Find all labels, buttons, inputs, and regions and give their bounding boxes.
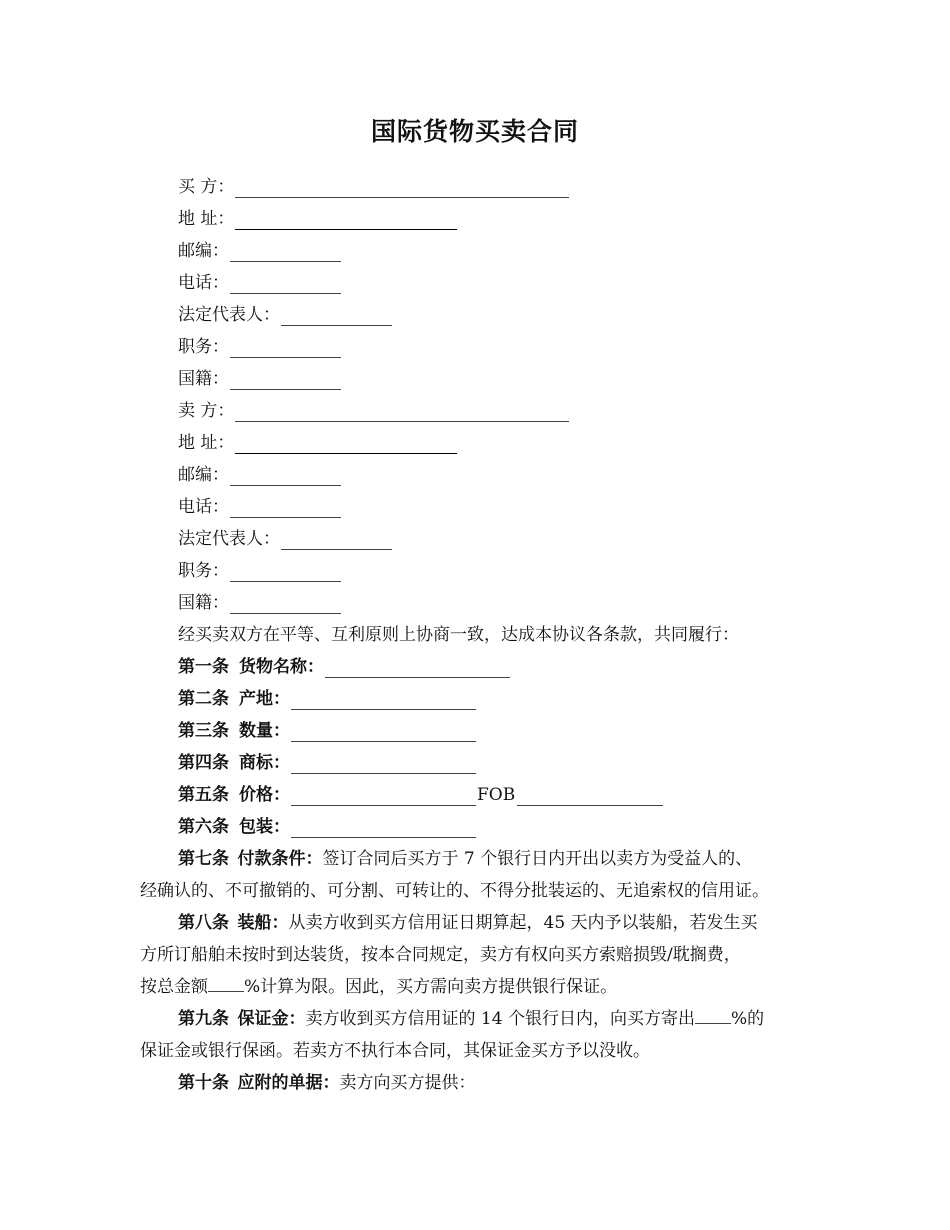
- buyer-phone-blank[interactable]: [230, 276, 341, 294]
- seller-postcode-blank[interactable]: [230, 468, 341, 486]
- buyer-phone-label: 电话：: [178, 273, 229, 293]
- seller-address-field: [178, 432, 457, 454]
- buyer-party-label: 买 方：: [178, 177, 235, 197]
- article-7-line-1: [140, 843, 820, 875]
- seller-nationality-field: [178, 592, 341, 614]
- seller-legal-rep-label: 法定代表人：: [178, 529, 280, 549]
- article-1-label: 货物名称：: [239, 657, 324, 677]
- article-9-label: 保证金：: [237, 1009, 306, 1029]
- article-5: [178, 784, 663, 806]
- article-8-text-3b: %计算为限。因此，买方需向卖方提供银行保证。: [244, 977, 618, 997]
- article-7-number: 第七条: [178, 849, 229, 869]
- seller-address-label: 地 址：: [178, 433, 235, 453]
- quantity-blank[interactable]: [291, 724, 476, 742]
- article-8: [140, 907, 820, 1003]
- buyer-address-label: 地 址：: [178, 209, 235, 229]
- buyer-phone-field: [178, 272, 341, 294]
- article-7-text-1: 签订合同后买方于 7 个银行日内开出以卖方为受益人的、: [322, 849, 753, 869]
- article-7-text-2: 经确认的、不可撤销的、可分割、可转让的、不得分批装运的、无追索权的信用证。: [140, 881, 769, 901]
- article-5-number: 第五条: [178, 785, 229, 805]
- article-9-text-1b: %的: [730, 1009, 765, 1029]
- article-8-text-3a: 按总金额: [140, 977, 208, 997]
- seller-legal-rep-blank[interactable]: [281, 532, 392, 550]
- article-9-text-1a: 卖方收到买方信用证的 14 个银行日内，向买方寄出: [305, 1009, 695, 1029]
- article-4: [178, 752, 476, 774]
- seller-address-blank[interactable]: [235, 436, 457, 454]
- buyer-postcode-blank[interactable]: [230, 244, 341, 262]
- packing-blank[interactable]: [291, 820, 476, 838]
- article-10: [140, 1067, 820, 1099]
- deposit-percent-blank[interactable]: [695, 1008, 731, 1024]
- buyer-nationality-label: 国籍：: [178, 369, 229, 389]
- article-8-text-1: 从卖方收到买方信用证日期算起，45 天内予以装船，若发生买: [288, 913, 758, 933]
- trademark-blank[interactable]: [291, 756, 476, 774]
- price-port-blank[interactable]: [517, 788, 663, 806]
- buyer-legal-rep-label: 法定代表人：: [178, 305, 280, 325]
- article-8-number: 第八条: [178, 913, 229, 933]
- article-8-line-1: [140, 907, 820, 939]
- article-9: [140, 1003, 820, 1067]
- article-10-label: 应附的单据：: [237, 1073, 340, 1093]
- intro-text: 经买卖双方在平等、互利原则上协商一致，达成本协议各条款，共同履行：: [178, 625, 739, 645]
- article-9-line-1: [140, 1003, 820, 1035]
- buyer-party-blank[interactable]: [235, 180, 569, 198]
- seller-phone-field: [178, 496, 341, 518]
- goods-name-blank[interactable]: [325, 660, 510, 678]
- buyer-legal-rep-field: [178, 304, 392, 326]
- buyer-postcode-field: [178, 240, 341, 262]
- article-1: [178, 656, 510, 678]
- buyer-postcode-label: 邮编：: [178, 241, 229, 261]
- article-5-label: 价格：: [239, 785, 290, 805]
- article-6-label: 包装：: [239, 817, 290, 837]
- article-8-label: 装船：: [237, 913, 289, 933]
- buyer-address-field: [178, 208, 457, 230]
- article-2: [178, 688, 476, 710]
- seller-position-blank[interactable]: [230, 564, 341, 582]
- article-8-text-2: 方所订船舶未按时到达装货，按本合同规定，卖方有权向买方索赔损毁/耽搁费，: [140, 945, 741, 965]
- article-7: [140, 843, 820, 907]
- article-7-label: 付款条件：: [237, 849, 323, 869]
- buyer-position-label: 职务：: [178, 337, 229, 357]
- seller-postcode-label: 邮编：: [178, 465, 229, 485]
- seller-position-field: [178, 560, 341, 582]
- buyer-position-blank[interactable]: [230, 340, 341, 358]
- article-8-line-3: [140, 971, 820, 1003]
- buyer-legal-rep-blank[interactable]: [281, 308, 392, 326]
- article-10-number: 第十条: [178, 1073, 229, 1093]
- origin-blank[interactable]: [291, 692, 476, 710]
- article-9-text-2: 保证金或银行保函。若卖方不执行本合同，其保证金买方予以没收。: [140, 1041, 650, 1061]
- price-blank[interactable]: [291, 788, 476, 806]
- article-4-label: 商标：: [239, 753, 290, 773]
- article-3-number: 第三条: [178, 721, 229, 741]
- article-1-number: 第一条: [178, 657, 229, 677]
- article-3: [178, 720, 476, 742]
- article-6-number: 第六条: [178, 817, 229, 837]
- article-9-number: 第九条: [178, 1009, 229, 1029]
- article-10-line-1: [140, 1067, 820, 1099]
- buyer-party-field: [178, 176, 569, 198]
- buyer-address-blank[interactable]: [235, 212, 457, 230]
- buyer-nationality-blank[interactable]: [230, 372, 341, 390]
- seller-nationality-label: 国籍：: [178, 593, 229, 613]
- seller-nationality-blank[interactable]: [230, 596, 341, 614]
- article-4-number: 第四条: [178, 753, 229, 773]
- article-2-label: 产地：: [239, 689, 290, 709]
- seller-position-label: 职务：: [178, 561, 229, 581]
- buyer-nationality-field: [178, 368, 341, 390]
- seller-legal-rep-field: [178, 528, 392, 550]
- seller-postcode-field: [178, 464, 341, 486]
- total-percent-blank[interactable]: [208, 976, 244, 992]
- seller-phone-label: 电话：: [178, 497, 229, 517]
- page-title: 国际货物买卖合同: [370, 117, 579, 146]
- seller-phone-blank[interactable]: [230, 500, 341, 518]
- seller-party-field: [178, 400, 569, 422]
- article-2-number: 第二条: [178, 689, 229, 709]
- article-6: [178, 816, 476, 838]
- buyer-position-field: [178, 336, 341, 358]
- seller-party-blank[interactable]: [235, 404, 569, 422]
- article-10-text: 卖方向买方提供：: [339, 1073, 476, 1093]
- article-3-label: 数量：: [239, 721, 290, 741]
- seller-party-label: 卖 方：: [178, 401, 235, 421]
- price-term: FOB: [477, 785, 516, 805]
